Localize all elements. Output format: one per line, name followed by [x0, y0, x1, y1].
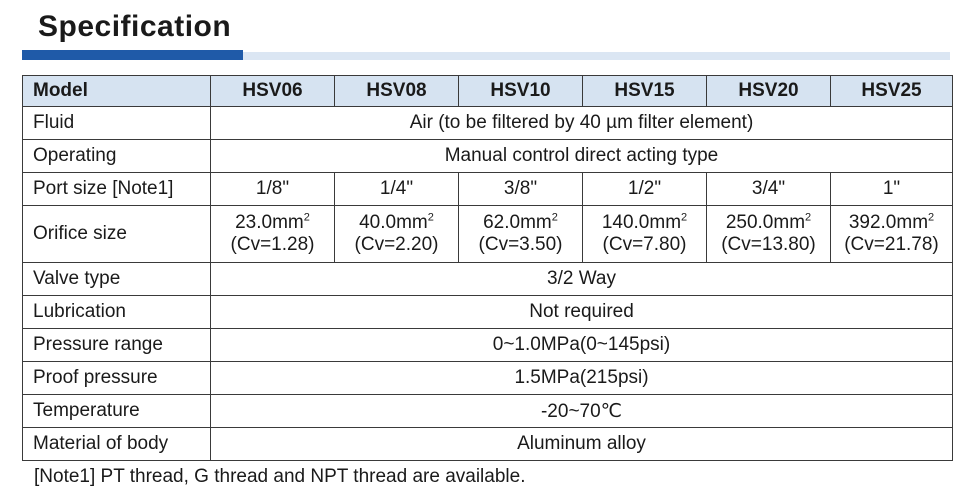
- row-value: 3/2 Way: [211, 263, 953, 296]
- orifice-area: 23.0: [235, 212, 273, 233]
- orifice-unit: mm: [649, 212, 682, 233]
- row-value: 1.5MPa(215psi): [211, 362, 953, 395]
- orifice-cell: [459, 206, 583, 263]
- orifice-unit: mm: [520, 212, 552, 233]
- header-model: HSV15: [583, 76, 707, 107]
- orifice-cv: (Cv=13.80): [721, 234, 816, 255]
- table-row-lubrication: [23, 296, 953, 329]
- header-model: HSV06: [211, 76, 335, 107]
- orifice-unit: mm: [773, 212, 806, 233]
- row-label: Temperature: [23, 395, 211, 428]
- table-row-orifice-size: [23, 206, 953, 263]
- header-model: HSV10: [459, 76, 583, 107]
- orifice-cv: (Cv=1.28): [230, 234, 315, 255]
- orifice-unit-superscript: 2: [303, 211, 310, 224]
- row-label: Fluid: [23, 107, 211, 140]
- row-value: Manual control direct acting type: [211, 140, 953, 173]
- row-value: -20~70℃: [211, 395, 953, 428]
- table-row-port-size: [23, 173, 953, 206]
- orifice-cell: [707, 206, 831, 263]
- orifice-unit-superscript: 2: [805, 211, 812, 224]
- table-header-row: [23, 76, 953, 107]
- footnote: [Note1] PT thread, G thread and NPT thread are available.: [34, 466, 526, 487]
- orifice-unit: mm: [896, 212, 929, 233]
- port-size-cell: 1/4": [335, 173, 459, 206]
- row-value: 0~1.0MPa(0~145psi): [211, 329, 953, 362]
- row-label: Proof pressure: [23, 362, 211, 395]
- row-label: Pressure range: [23, 329, 211, 362]
- row-value: Aluminum alloy: [211, 428, 953, 461]
- orifice-cell: [831, 206, 953, 263]
- orifice-unit-superscript: 2: [551, 211, 558, 224]
- orifice-cell: [335, 206, 459, 263]
- row-label: Port size [Note1]: [23, 173, 211, 206]
- port-size-cell: 3/8": [459, 173, 583, 206]
- orifice-cv: (Cv=2.20): [354, 234, 439, 255]
- row-value: Not required: [211, 296, 953, 329]
- orifice-unit: mm: [272, 212, 304, 233]
- orifice-cell: [211, 206, 335, 263]
- header-model: HSV25: [831, 76, 953, 107]
- orifice-unit-superscript: 2: [427, 211, 434, 224]
- port-size-cell: 1/8": [211, 173, 335, 206]
- orifice-cv: (Cv=21.78): [844, 234, 939, 255]
- header-model: HSV20: [707, 76, 831, 107]
- port-size-cell: 1": [831, 173, 953, 206]
- row-label: Lubrication: [23, 296, 211, 329]
- port-size-cell: 3/4": [707, 173, 831, 206]
- orifice-area: 40.0: [359, 212, 397, 233]
- row-label: Valve type: [23, 263, 211, 296]
- row-value: Air (to be filtered by 40 µm filter element): [211, 107, 953, 140]
- specification-table: [22, 75, 953, 461]
- orifice-unit-superscript: 2: [928, 211, 935, 224]
- orifice-area: 62.0: [483, 212, 521, 233]
- table-row-material: [23, 428, 953, 461]
- table-row-operating: [23, 140, 953, 173]
- table-row-valve-type: [23, 263, 953, 296]
- orifice-cell: [583, 206, 707, 263]
- header-model: HSV08: [335, 76, 459, 107]
- orifice-area: 392.0: [848, 212, 897, 233]
- table-row-fluid: [23, 107, 953, 140]
- table-row-proof-pressure: [23, 362, 953, 395]
- table-row-pressure-range: [23, 329, 953, 362]
- port-size-cell: 1/2": [583, 173, 707, 206]
- page-title: Specification: [38, 10, 232, 43]
- orifice-unit-superscript: 2: [681, 211, 688, 224]
- orifice-cv: (Cv=3.50): [478, 234, 563, 255]
- row-label: Material of body: [23, 428, 211, 461]
- orifice-area: 250.0: [725, 212, 774, 233]
- table-row-temperature: [23, 395, 953, 428]
- row-label: Orifice size: [23, 206, 211, 263]
- orifice-cv: (Cv=7.80): [602, 234, 687, 255]
- orifice-area: 140.0: [601, 212, 650, 233]
- header-model-label: Model: [23, 76, 211, 107]
- orifice-unit: mm: [396, 212, 428, 233]
- title-underline-accent: [22, 50, 243, 60]
- row-label: Operating: [23, 140, 211, 173]
